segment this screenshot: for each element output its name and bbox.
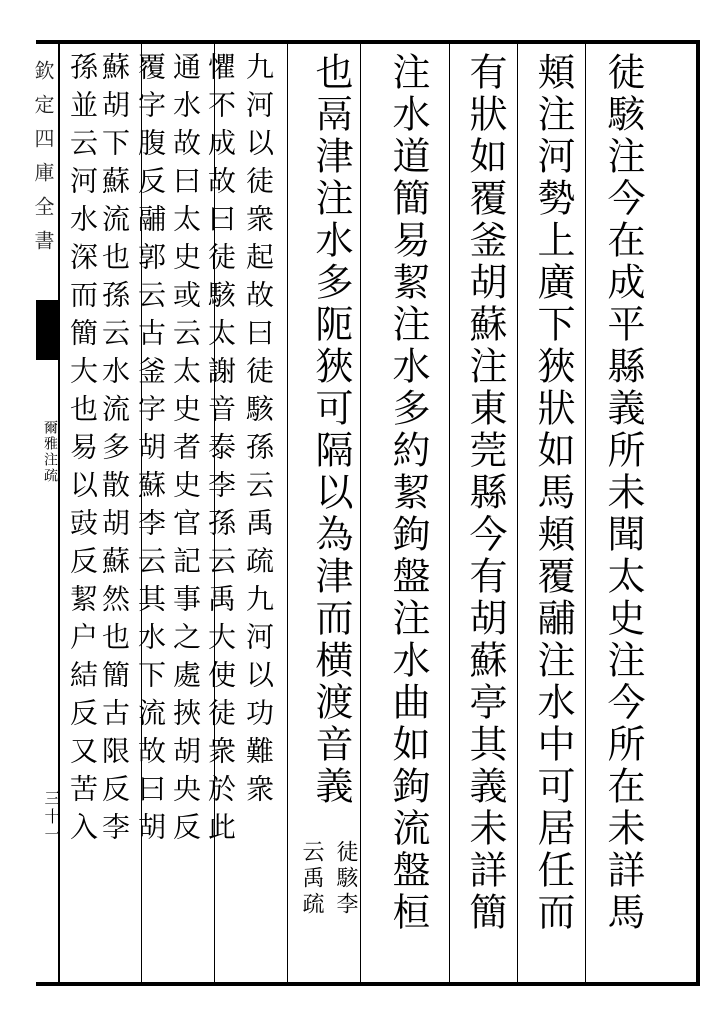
- right-border: [696, 40, 700, 986]
- column-divider: [287, 44, 288, 982]
- annotation-left: 云禹疏: [299, 840, 324, 918]
- text-column-1: 徒駭注今在成平縣義所未聞太史注今所在未詳馬: [601, 52, 645, 934]
- bottom-border: [36, 982, 700, 986]
- commentary-column-4: 覆字腹反鬴郭云古釜字胡蘇李云其水下流故曰胡: [134, 52, 167, 850]
- top-border: [36, 40, 700, 44]
- column-divider: [585, 44, 586, 982]
- text-column-5: 也鬲津注水多阨狹可隔以為津而横渡音義: [309, 52, 353, 808]
- text-column-3: 有狀如覆釜胡蘇注東莞縣今有胡蘇亭其義未詳簡: [463, 52, 507, 934]
- text-column-2: 頬注河勢上廣下狹狀如馬頬覆鬴注水中可居任而: [531, 52, 575, 934]
- fishtail-mark: [36, 300, 58, 360]
- section-title: 爾雅注疏: [42, 420, 58, 484]
- commentary-column-6: 孫並云河水深而簡大也易以豉反絜户結反又苦入: [66, 52, 99, 850]
- commentary-column-1: 九河以徒衆起故曰徒駭孫云禹疏九河以功難衆: [242, 52, 275, 812]
- column-divider: [517, 44, 518, 982]
- column-divider: [449, 44, 450, 982]
- book-title: 欽定四庫全書: [31, 60, 55, 264]
- page-number: 三十一: [42, 790, 61, 844]
- text-column-4: 注水道簡易絜注水多約絜鉤盤注水曲如鉤流盤桓: [386, 52, 430, 934]
- commentary-column-2: 懼不成故曰徒駭太謝音泰李孫云禹大使徒衆於此: [204, 52, 237, 850]
- annotation-right: 徒駭李: [333, 840, 358, 918]
- commentary-column-3: 通水故曰太史或云太史者史官記事之處挾胡央反: [169, 52, 202, 850]
- commentary-column-5: 蘇胡下蘇流也孫云水流多散胡蘇然也簡古限反李: [98, 52, 131, 850]
